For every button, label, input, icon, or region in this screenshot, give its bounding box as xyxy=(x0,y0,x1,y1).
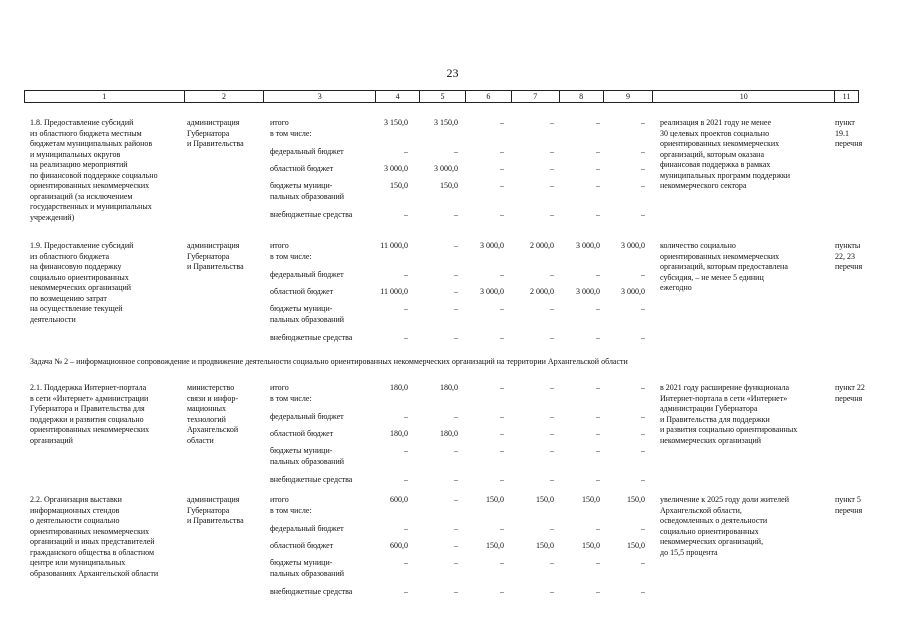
row-label-total: итого xyxy=(270,241,289,250)
value-cell: 11 000,0 xyxy=(380,241,408,250)
value-cell: 3 000,0 xyxy=(384,164,408,173)
row-label-federal: федеральный бюджет xyxy=(270,147,344,156)
value-cell: – xyxy=(500,558,504,567)
value-cell: – xyxy=(641,270,645,279)
row-label-municipal: бюджеты муници- пальных образований xyxy=(270,446,344,466)
value-cell: – xyxy=(454,287,458,296)
value-cell: 150,0 xyxy=(486,495,504,504)
row-label-municipal: бюджеты муници- пальных образований xyxy=(270,304,344,324)
header-col-3: 3 xyxy=(264,91,376,102)
value-cell: 3 000,0 xyxy=(480,241,504,250)
row-label-federal: федеральный бюджет xyxy=(270,270,344,279)
value-cell: – xyxy=(641,587,645,596)
value-cell: – xyxy=(596,446,600,455)
value-cell: – xyxy=(550,147,554,156)
value-cell: – xyxy=(500,587,504,596)
value-cell: – xyxy=(454,304,458,313)
value-cell: 3 000,0 xyxy=(621,287,645,296)
value-cell: – xyxy=(454,541,458,550)
row-label-federal: федеральный бюджет xyxy=(270,412,344,421)
value-cell: – xyxy=(596,383,600,392)
result-text: реализация в 2021 году не менее 30 целевых проектов социально ориентированных некоммерческих организаций, которым оказана финансовая поддержка в рамках муниципальных программ поддержки некоммерческого сектора xyxy=(660,118,791,190)
executor: министерство связи и инфор- мационных технологий Архангельской области xyxy=(187,383,239,445)
value-cell: – xyxy=(596,524,600,533)
value-cell: 2 000,0 xyxy=(530,287,554,296)
header-col-5: 5 xyxy=(420,91,466,102)
value-cell: – xyxy=(500,429,504,438)
value-cell: – xyxy=(596,270,600,279)
result-text: в 2021 году расширение функционала Интернет-портала в сети «Интернет» администрации Губернатора и Правительства для поддержки и развития социально ориентированных некоммерческих организаций xyxy=(660,383,798,445)
value-cell: – xyxy=(550,181,554,190)
header-col-6: 6 xyxy=(466,91,512,102)
executor: администрация Губернатора и Правительства xyxy=(187,118,244,148)
value-cell: 3 000,0 xyxy=(576,241,600,250)
value-cell: – xyxy=(641,412,645,421)
value-cell: – xyxy=(550,587,554,596)
value-cell: – xyxy=(500,524,504,533)
value-cell: – xyxy=(404,446,408,455)
value-cell: – xyxy=(454,558,458,567)
value-cell: 180,0 xyxy=(390,429,408,438)
value-cell: – xyxy=(550,270,554,279)
row-label-extra: внебюджетные средства xyxy=(270,475,353,484)
value-cell: – xyxy=(596,558,600,567)
value-cell: – xyxy=(454,446,458,455)
value-cell: – xyxy=(641,524,645,533)
value-cell: – xyxy=(404,270,408,279)
value-cell: – xyxy=(641,164,645,173)
value-cell: 3 000,0 xyxy=(621,241,645,250)
value-cell: 3 000,0 xyxy=(480,287,504,296)
header-col-8: 8 xyxy=(560,91,604,102)
row-label-total: итого xyxy=(270,383,289,392)
value-cell: – xyxy=(500,446,504,455)
value-cell: 11 000,0 xyxy=(380,287,408,296)
value-cell: 150,0 xyxy=(536,495,554,504)
result-text: увеличение к 2025 году доли жителей Архангельской области, осведомленных о деятельности социально ориентированных некоммерческих организаций, до 15,5 процента xyxy=(660,495,789,557)
row-label-municipal: бюджеты муници- пальных образований xyxy=(270,181,344,201)
value-cell: – xyxy=(596,210,600,219)
row-label-regional: областной бюджет xyxy=(270,429,334,438)
value-cell: 180,0 xyxy=(390,383,408,392)
value-cell: – xyxy=(404,475,408,484)
value-cell: 600,0 xyxy=(390,541,408,550)
value-cell: – xyxy=(404,412,408,421)
value-cell: – xyxy=(550,429,554,438)
row-label-extra: внебюджетные средства xyxy=(270,333,353,342)
value-cell: – xyxy=(500,383,504,392)
value-cell: – xyxy=(550,524,554,533)
value-cell: – xyxy=(550,304,554,313)
row-label-incl: в том числе: xyxy=(270,505,312,515)
value-cell: 3 000,0 xyxy=(576,287,600,296)
reference: пункт 5 перечня xyxy=(835,495,863,515)
value-cell: – xyxy=(454,270,458,279)
header-col-1: 1 xyxy=(25,91,185,102)
value-cell: – xyxy=(596,412,600,421)
value-cell: – xyxy=(641,558,645,567)
value-cell: – xyxy=(550,558,554,567)
value-cell: – xyxy=(404,210,408,219)
value-cell: – xyxy=(550,475,554,484)
value-cell: 150,0 xyxy=(440,181,458,190)
value-cell: – xyxy=(500,304,504,313)
value-cell: – xyxy=(404,333,408,342)
value-cell: – xyxy=(596,587,600,596)
value-cell: – xyxy=(641,118,645,127)
value-cell: – xyxy=(550,412,554,421)
value-cell: – xyxy=(404,587,408,596)
row-label-regional: областной бюджет xyxy=(270,287,334,296)
value-cell: – xyxy=(500,333,504,342)
value-cell: – xyxy=(596,118,600,127)
row-label-extra: внебюджетные средства xyxy=(270,587,353,596)
reference: пункт 22 перечня xyxy=(835,383,865,403)
value-cell: – xyxy=(500,270,504,279)
value-cell: 180,0 xyxy=(440,383,458,392)
row-label-regional: областной бюджет xyxy=(270,541,334,550)
value-cell: – xyxy=(500,164,504,173)
value-cell: – xyxy=(500,181,504,190)
value-cell: 2 000,0 xyxy=(530,241,554,250)
row-label-total: итого xyxy=(270,118,289,127)
reference: пункты 22, 23 перечня xyxy=(835,241,863,271)
value-cell: 150,0 xyxy=(486,541,504,550)
executor: администрация Губернатора и Правительства xyxy=(187,241,244,271)
value-cell: – xyxy=(500,412,504,421)
value-cell: – xyxy=(550,118,554,127)
row-label-extra: внебюджетные средства xyxy=(270,210,353,219)
value-cell: – xyxy=(641,446,645,455)
value-cell: 3 150,0 xyxy=(434,118,458,127)
executor: администрация Губернатора и Правительства xyxy=(187,495,244,525)
value-cell: 3 150,0 xyxy=(384,118,408,127)
value-cell: – xyxy=(641,475,645,484)
value-cell: 150,0 xyxy=(627,541,645,550)
value-cell: – xyxy=(641,147,645,156)
row-label-total: итого xyxy=(270,495,289,504)
header-col-7: 7 xyxy=(512,91,560,102)
value-cell: – xyxy=(454,412,458,421)
value-cell: – xyxy=(550,210,554,219)
row-label-federal: федеральный бюджет xyxy=(270,524,344,533)
value-cell: 150,0 xyxy=(582,495,600,504)
value-cell: – xyxy=(500,210,504,219)
page-number: 23 xyxy=(446,66,459,80)
value-cell: 600,0 xyxy=(390,495,408,504)
table-header xyxy=(24,90,859,103)
value-cell: – xyxy=(500,475,504,484)
value-cell: – xyxy=(596,475,600,484)
value-cell: – xyxy=(500,147,504,156)
value-cell: 150,0 xyxy=(536,541,554,550)
value-cell: – xyxy=(596,164,600,173)
value-cell: – xyxy=(454,495,458,504)
value-cell: – xyxy=(550,333,554,342)
value-cell: – xyxy=(596,181,600,190)
value-cell: – xyxy=(454,587,458,596)
value-cell: – xyxy=(641,304,645,313)
header-col-10: 10 xyxy=(653,91,835,102)
value-cell: – xyxy=(454,475,458,484)
header-col-2: 2 xyxy=(185,91,265,102)
value-cell: 150,0 xyxy=(390,181,408,190)
value-cell: – xyxy=(596,147,600,156)
value-cell: – xyxy=(596,333,600,342)
header-col-9: 9 xyxy=(604,91,654,102)
value-cell: – xyxy=(641,383,645,392)
header-col-11: 11 xyxy=(842,92,851,101)
reference: пункт 19.1 перечня xyxy=(835,118,863,148)
activity-name: 1.8. Предоставление субсидий из областного бюджета местным бюджетам муниципальных районов и муниципальных округов на реализацию мероприятий по финансовой поддержке социально ориентированных некоммерческих организаций (за исключением государственных и муниципальных учреждений) xyxy=(30,118,158,222)
activity-name: 2.2. Организация выставки информационных стендов о деятельности социально ориентированных некоммерческих организаций и иных представителей гражданского общества в областном центре или муниципальных образованиях Архангельской области xyxy=(30,495,159,578)
value-cell: – xyxy=(404,524,408,533)
activity-name: 1.9. Предоставление субсидий из областного бюджета на финансовую поддержку социально ориентированных некоммерческих организаций по возмещению затрат на осуществление текущей деятельности xyxy=(30,241,134,324)
value-cell: – xyxy=(454,333,458,342)
value-cell: – xyxy=(550,164,554,173)
row-label-regional: областной бюджет xyxy=(270,164,334,173)
value-cell: – xyxy=(641,333,645,342)
value-cell: – xyxy=(404,147,408,156)
value-cell: – xyxy=(454,241,458,250)
value-cell: – xyxy=(454,524,458,533)
value-cell: – xyxy=(596,429,600,438)
value-cell: 150,0 xyxy=(627,495,645,504)
value-cell: – xyxy=(454,147,458,156)
task-heading: Задача № 2 – информационное сопровождение и продвижение деятельности социально ориентированных некоммерческих организаций на территории Архангельской области xyxy=(30,357,628,366)
activity-name: 2.1. Поддержка Интернет-портала в сети «Интернет» администрации Губернатора и Правительства для поддержки и развития социально ориентированных некоммерческих организаций xyxy=(30,383,150,445)
row-label-incl: в том числе: xyxy=(270,128,312,138)
value-cell: – xyxy=(641,181,645,190)
value-cell: – xyxy=(550,446,554,455)
row-label-incl: в том числе: xyxy=(270,393,312,403)
header-col-4: 4 xyxy=(376,91,420,102)
value-cell: – xyxy=(404,558,408,567)
value-cell: – xyxy=(596,304,600,313)
value-cell: – xyxy=(500,118,504,127)
value-cell: 150,0 xyxy=(582,541,600,550)
value-cell: – xyxy=(454,210,458,219)
value-cell: 180,0 xyxy=(440,429,458,438)
value-cell: – xyxy=(550,383,554,392)
value-cell: – xyxy=(641,210,645,219)
result-text: количество социально ориентированных некоммерческих организаций, которым предоставлена субсидия, – не менее 5 единиц ежегодно xyxy=(660,241,788,292)
value-cell: – xyxy=(641,429,645,438)
row-label-municipal: бюджеты муници- пальных образований xyxy=(270,558,344,578)
value-cell: – xyxy=(404,304,408,313)
row-label-incl: в том числе: xyxy=(270,251,312,261)
value-cell: 3 000,0 xyxy=(434,164,458,173)
